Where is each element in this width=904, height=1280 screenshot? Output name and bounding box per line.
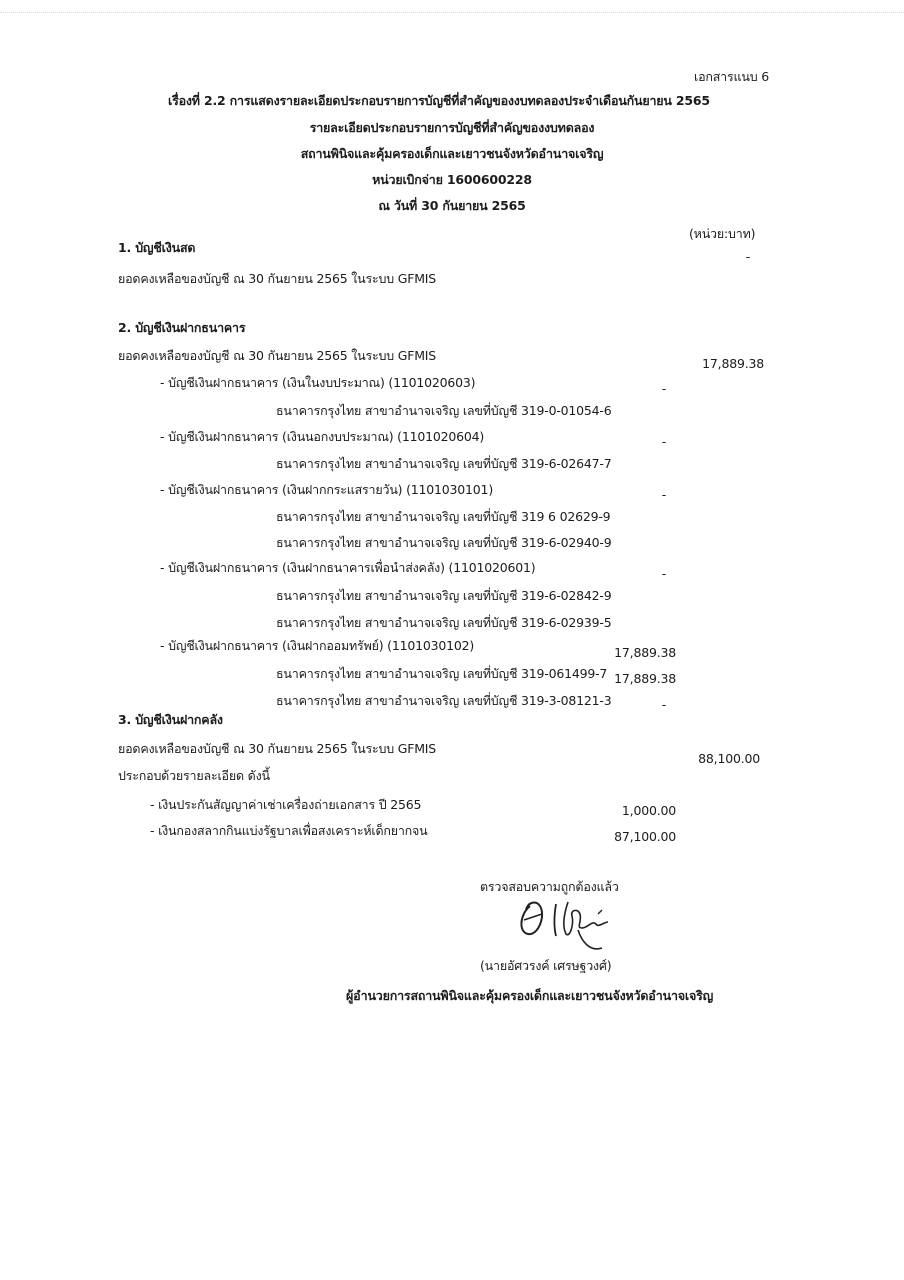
- form-label: เอกสารแนบ 6: [694, 69, 769, 84]
- treasury-item-label: - เงินกองสลากกินแบ่งรัฐบาลเพื่อสงเคราะห์เด็กยากจน: [150, 823, 428, 838]
- section-2-title: 2. บัญชีเงินฝากธนาคาร: [118, 320, 246, 335]
- bank-account-line: ธนาคารกรุงไทย สาขาอำนาจเจริญ เลขที่บัญชี 319-6-02940-9: [276, 535, 612, 550]
- report-date: ณ วันที่ 30 กันยายน 2565: [378, 198, 526, 213]
- account-value: 17,889.38: [614, 645, 676, 660]
- account-value: -: [661, 487, 666, 502]
- currency-unit-label: (หน่วย:บาท): [689, 226, 756, 241]
- document-title: รายละเอียดประกอบรายการบัญชีที่สำคัญของงบทดลอง: [309, 120, 595, 135]
- bank-account-line: ธนาคารกรุงไทย สาขาอำนาจเจริญ เลขที่บัญชี 319 6 02629-9: [276, 509, 611, 524]
- account-value: -: [661, 566, 666, 581]
- section-3-balance-value: 88,100.00: [698, 751, 760, 766]
- bank-account-value: -: [661, 697, 666, 712]
- account-value: -: [661, 381, 666, 396]
- account-value: -: [661, 434, 666, 449]
- signatory-position: ผู้อำนวยการสถานพินิจและคุ้มครองเด็กและเยาวชนจังหวัดอำนาจเจริญ: [346, 988, 714, 1003]
- account-label: - บัญชีเงินฝากธนาคาร (เงินฝากกระแสรายวัน) (1101030101): [160, 482, 493, 497]
- section-2-balance-value: 17,889.38: [702, 356, 764, 371]
- bank-account-line: ธนาคารกรุงไทย สาขาอำนาจเจริญ เลขที่บัญชี 319-0-01054-6: [276, 403, 612, 418]
- handwritten-signature: [512, 892, 622, 954]
- bank-account-line: ธนาคารกรุงไทย สาขาอำนาจเจริญ เลขที่บัญชี 319-6-02939-5: [276, 615, 612, 630]
- bank-account-line: ธนาคารกรุงไทย สาขาอำนาจเจริญ เลขที่บัญชี 319-6-02842-9: [276, 588, 612, 603]
- account-label: - บัญชีเงินฝากธนาคาร (เงินฝากธนาคารเพื่อนำส่งคลัง) (1101020601): [160, 560, 536, 575]
- section-2-balance-label: ยอดคงเหลือของบัญชี ณ 30 กันยายน 2565 ในระบบ GFMIS: [118, 348, 437, 363]
- treasury-item-value: 87,100.00: [614, 829, 676, 844]
- section-1-title: 1. บัญชีเงินสด: [118, 240, 196, 255]
- disbursement-unit: หน่วยเบิกจ่าย 1600600228: [372, 172, 532, 187]
- bank-account-line: ธนาคารกรุงไทย สาขาอำนาจเจริญ เลขที่บัญชี 319-6-02647-7: [276, 456, 612, 471]
- section-1-balance-value: -: [745, 249, 750, 264]
- bank-account-value: 17,889.38: [614, 671, 676, 686]
- agency-name: สถานพินิจและคุ้มครองเด็กและเยาวชนจังหวัดอำนาจเจริญ: [300, 146, 604, 161]
- section-3-balance-label: ยอดคงเหลือของบัญชี ณ 30 กันยายน 2565 ในระบบ GFMIS: [118, 741, 437, 756]
- section-3-detail-intro: ประกอบด้วยรายละเอียด ดังนี้: [118, 768, 270, 783]
- account-label: - บัญชีเงินฝากธนาคาร (เงินในงบประมาณ) (1101020603): [160, 375, 476, 390]
- treasury-item-value: 1,000.00: [621, 803, 676, 818]
- treasury-item-label: - เงินประกันสัญญาค่าเช่าเครื่องถ่ายเอกสาร ปี 2565: [150, 797, 422, 812]
- section-3-title: 3. บัญชีเงินฝากคลัง: [118, 712, 223, 727]
- account-label: - บัญชีเงินฝากธนาคาร (เงินนอกงบประมาณ) (1101020604): [160, 429, 485, 444]
- bank-account-line: ธนาคารกรุงไทย สาขาอำนาจเจริญ เลขที่บัญชี 319-3-08121-3: [276, 693, 612, 708]
- scan-edge-dots: [0, 12, 904, 14]
- section-1-balance-label: ยอดคงเหลือของบัญชี ณ 30 กันยายน 2565 ในระบบ GFMIS: [118, 271, 437, 286]
- signatory-name: (นายอัศวรงค์ เศรษฐวงศ์): [480, 958, 612, 973]
- verified-note: ตรวจสอบความถูกต้องแล้ว: [480, 879, 619, 894]
- bank-account-line: ธนาคารกรุงไทย สาขาอำนาจเจริญ เลขที่บัญชี 319-061499-7: [276, 666, 608, 681]
- document-subject: เรื่องที่ 2.2 การแสดงรายละเอียดประกอบรายการบัญชีที่สำคัญของงบทดลองประจำเดือนกันยายน 2565: [168, 93, 710, 108]
- account-label: - บัญชีเงินฝากธนาคาร (เงินฝากออมทรัพย์) (1101030102): [160, 638, 475, 653]
